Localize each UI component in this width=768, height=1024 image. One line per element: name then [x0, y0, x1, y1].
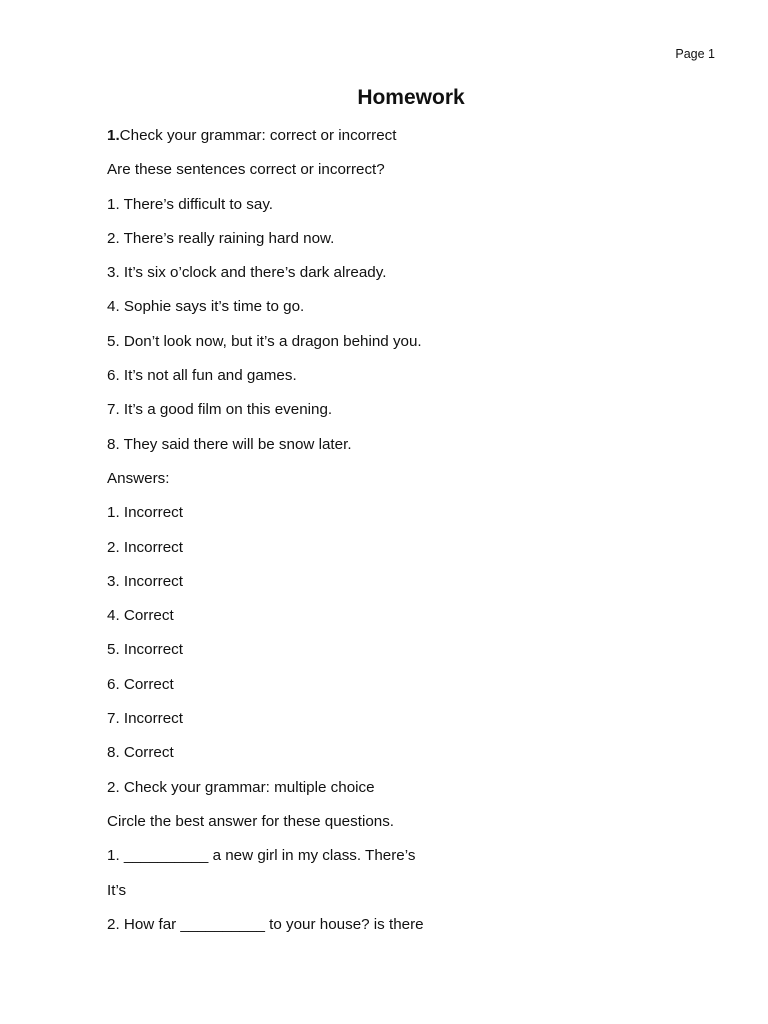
answer-item: 4. Correct: [107, 607, 174, 625]
sentence-item: 8. They said there will be snow later.: [107, 435, 352, 453]
sentence-item: 7. It’s a good film on this evening.: [107, 401, 333, 419]
sentence-item: 2. There’s really raining hard now.: [107, 229, 335, 247]
section-heading-text: Check your grammar: correct or incorrect: [119, 127, 397, 144]
answer-item: 8. Correct: [107, 744, 174, 762]
sentence-item: 5. Don’t look now, but it’s a dragon behind you.: [107, 332, 422, 350]
answer-item: 2. Incorrect: [107, 538, 183, 556]
page-number: Page 1: [675, 47, 715, 61]
sentence-item: 1. There’s difficult to say.: [107, 195, 274, 213]
section-heading-correct-incorrect: [107, 125, 707, 159]
answers-heading: Answers:: [107, 469, 170, 487]
question-item: 1. __________ a new girl in my class. There’s: [107, 847, 416, 865]
answer-item: 1. Incorrect: [107, 504, 183, 522]
answer-item: 6. Correct: [107, 675, 174, 693]
sentence-item: 3. It’s six o’clock and there’s dark already.: [107, 264, 387, 282]
instruction-line: Circle the best answer for these questions.: [107, 812, 395, 830]
answer-item: 5. Incorrect: [107, 641, 183, 659]
answer-item: 7. Incorrect: [107, 710, 183, 728]
sentence-item: 4. Sophie says it’s time to go.: [107, 298, 305, 316]
document-title: Homework: [357, 86, 465, 109]
section-heading-multiple-choice: 2. Check your grammar: multiple choice: [107, 778, 375, 796]
answer-item: 3. Incorrect: [107, 572, 183, 590]
instruction-line: Are these sentences correct or incorrect?: [107, 161, 385, 179]
question-item: 2. How far __________ to your house? is there: [107, 915, 424, 933]
document-body: [107, 125, 707, 948]
sentence-item: 6. It’s not all fun and games.: [107, 367, 297, 385]
question-option: It’s: [107, 881, 127, 899]
section-number: 1.: [107, 127, 120, 144]
